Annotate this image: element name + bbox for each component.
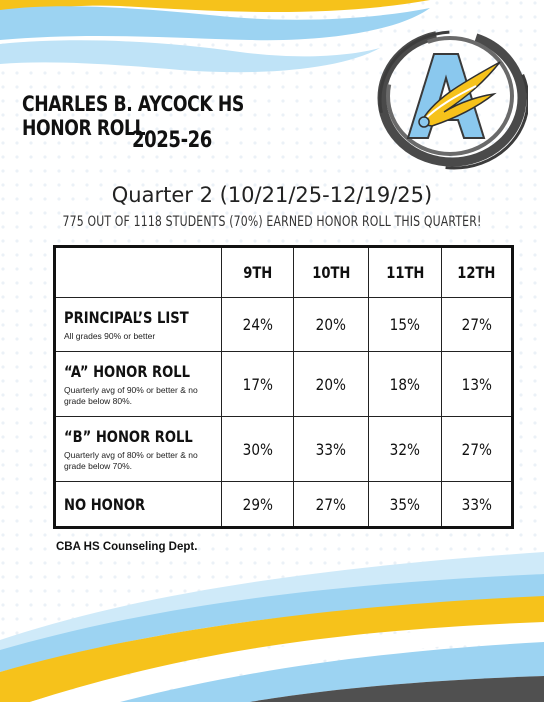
- aycock-falcon-logo: [372, 20, 528, 170]
- row-criteria: Quarterly avg of 90% or better & no grade below 80%.: [64, 384, 198, 406]
- row-label-principals-list: [55, 298, 222, 352]
- cell-value: 13%: [461, 374, 492, 394]
- quarter-heading: Quarter 2 (10/21/25-12/19/25): [111, 183, 433, 207]
- table-row: [55, 352, 513, 417]
- table-cell: [221, 352, 293, 417]
- table-cell: [441, 298, 512, 352]
- cell-value: 30%: [242, 439, 273, 459]
- page-title: CHARLES B. AYCOCK HS HONOR ROLL: [22, 92, 244, 140]
- table-cell: [293, 352, 368, 417]
- school-year: 2025-26: [132, 128, 212, 153]
- table-cell: [441, 352, 512, 417]
- honor-roll-table: [53, 245, 514, 529]
- header-label: 12TH: [457, 263, 496, 282]
- table-cell: [441, 417, 512, 482]
- row-title: PRINCIPAL’S LIST: [64, 307, 189, 327]
- header-cell-empty: [55, 247, 222, 298]
- row-criteria: All grades 90% or better: [64, 330, 156, 341]
- table-cell: [293, 482, 368, 528]
- cell-value: 27%: [461, 439, 492, 459]
- header-cell-11th: [368, 247, 441, 298]
- row-title: “A” HONOR ROLL: [64, 361, 190, 381]
- cell-value: 29%: [242, 494, 273, 514]
- table-cell: [441, 482, 512, 528]
- header-cell-10th: [293, 247, 368, 298]
- counseling-dept-footer: CBA HS Counseling Dept.: [56, 541, 198, 553]
- cell-value: 17%: [242, 374, 273, 394]
- cell-value: 20%: [315, 315, 347, 334]
- row-title: NO HONOR: [64, 494, 146, 514]
- header-label: 11TH: [385, 263, 425, 282]
- table-cell: [293, 417, 368, 482]
- cell-value: 32%: [389, 439, 421, 459]
- cell-value: 27%: [461, 315, 492, 334]
- table-cell: [368, 482, 441, 528]
- cell-value: 27%: [315, 494, 347, 514]
- table-cell: [221, 417, 293, 482]
- header-label: 9TH: [242, 263, 273, 282]
- table-cell: [368, 417, 441, 482]
- table-cell: [293, 298, 368, 352]
- table-cell: [368, 298, 441, 352]
- cell-value: 15%: [389, 315, 421, 334]
- summary-text: 775 OUT OF 1118 STUDENTS (70%) EARNED HONOR ROLL THIS QUARTER!: [62, 214, 482, 230]
- cell-value: 33%: [461, 494, 492, 514]
- row-title: “B” HONOR ROLL: [64, 426, 193, 446]
- row-label-a-honor-roll: [55, 352, 222, 417]
- row-label-b-honor-roll: [55, 417, 222, 482]
- cell-value: 35%: [389, 494, 421, 514]
- row-criteria: Quarterly avg of 80% or better & no grade below 70%.: [64, 449, 198, 471]
- table-row: [55, 417, 513, 482]
- table-cell: [221, 482, 293, 528]
- cell-value: 33%: [315, 439, 347, 459]
- table-cell: [221, 298, 293, 352]
- table-cell: [368, 352, 441, 417]
- header-cell-12th: [441, 247, 512, 298]
- row-label-no-honor: [55, 482, 222, 528]
- header-label: 10TH: [311, 263, 351, 282]
- cell-value: 20%: [315, 374, 347, 394]
- cell-value: 18%: [389, 374, 421, 394]
- table-row: [55, 482, 513, 528]
- table-row: [55, 298, 513, 352]
- table-header-row: [55, 247, 513, 298]
- cell-value: 24%: [242, 315, 273, 334]
- header-cell-9th: [221, 247, 293, 298]
